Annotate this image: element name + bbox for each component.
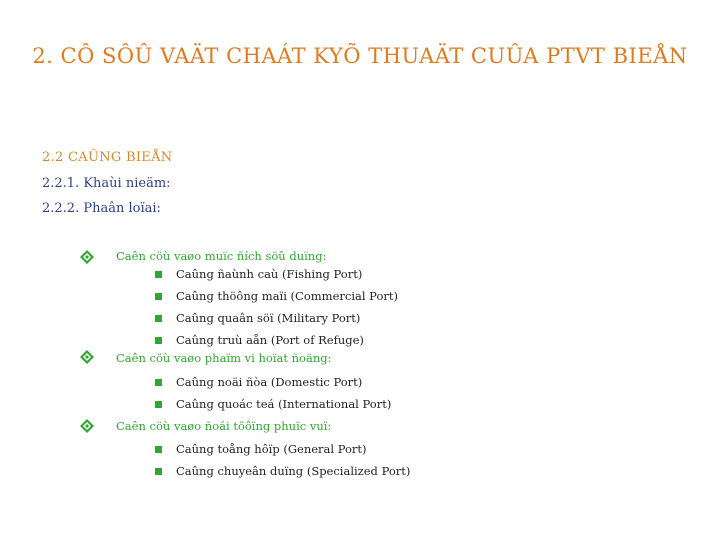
square-bullet-icon	[155, 315, 162, 322]
square-bullet-icon	[155, 293, 162, 300]
list-item: Caûng toång hôïp (General Port)	[176, 442, 367, 456]
list-item: Caûng thöông maïi (Commercial Port)	[176, 289, 398, 303]
square-bullet-icon	[155, 271, 162, 278]
square-bullet-icon	[155, 337, 162, 344]
list-item: Caûng ñaùnh caù (Fishing Port)	[176, 267, 363, 281]
group-heading: Caên cöù vaøo muïc ñích söû duïng:	[116, 249, 327, 263]
square-bullet-icon	[155, 379, 162, 386]
square-bullet-icon	[155, 468, 162, 475]
square-bullet-icon	[155, 401, 162, 408]
subsection-classification: 2.2.2. Phaân loïai:	[42, 201, 161, 216]
list-item: Caûng quaân söï (Military Port)	[176, 311, 361, 325]
diamond-bullet-icon	[80, 250, 94, 264]
list-item: Caûng chuyeân duïng (Specialized Port)	[176, 464, 411, 478]
diamond-bullet-icon	[80, 350, 94, 364]
subsection-definition: 2.2.1. Khaùi nieäm:	[42, 176, 171, 191]
group-heading: Caên cöù vaøo phaïm vi hoïat ñoäng:	[116, 351, 332, 365]
diamond-bullet-icon	[80, 419, 94, 433]
section-heading: 2.2 CAÛNG BIEÅN	[42, 150, 173, 165]
group-heading: Caên cöù vaøo ñoái töôïng phuïc vuï:	[116, 419, 332, 433]
list-item: Caûng truù aån (Port of Refuge)	[176, 333, 364, 347]
list-item: Caûng noäi ñòa (Domestic Port)	[176, 375, 363, 389]
square-bullet-icon	[155, 446, 162, 453]
slide-title: 2. CÔ SÔÛ VAÄT CHAÁT KYÕ THUAÄT CUÛA PTVT BIEÅN	[32, 44, 688, 68]
list-item: Caûng quoác teá (International Port)	[176, 397, 392, 411]
